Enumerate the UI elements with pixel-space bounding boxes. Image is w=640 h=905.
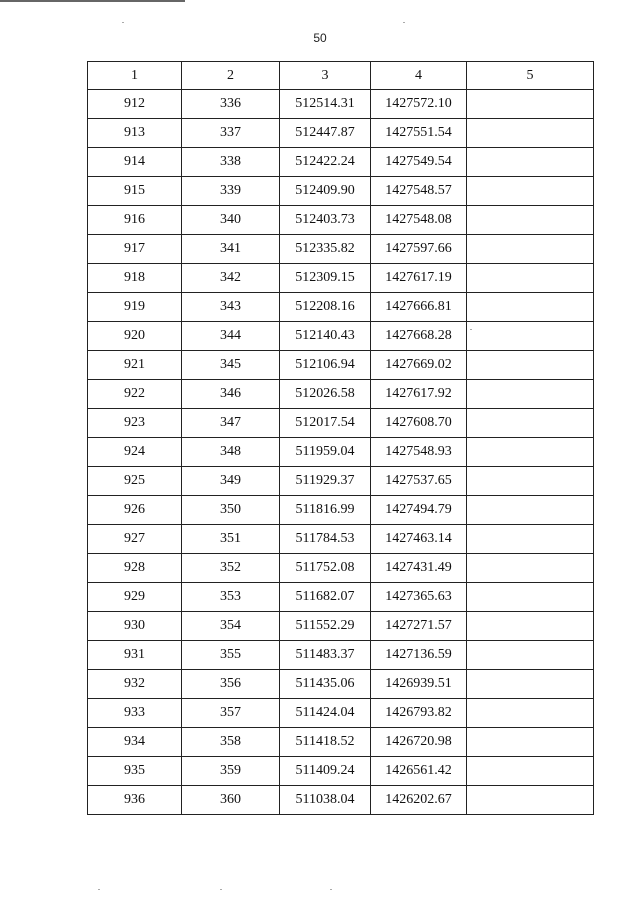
table-row (88, 699, 594, 728)
table-cell-col-5 (467, 554, 594, 583)
table-cell-col-1: 919 (88, 293, 182, 322)
table-cell-col-1: 918 (88, 264, 182, 293)
table-cell-col-1: 933 (88, 699, 182, 728)
table-cell-col-4: 1427572.10 (371, 90, 467, 119)
table-cell-col-4: 1427668.28 (371, 322, 467, 351)
table-cell-col-1: 930 (88, 612, 182, 641)
table-row (88, 322, 594, 351)
table-cell-col-3: 512208.16 (280, 293, 371, 322)
table-cell-col-2: 356 (182, 670, 280, 699)
table-row (88, 177, 594, 206)
table-cell-col-1: 924 (88, 438, 182, 467)
table-row (88, 612, 594, 641)
table-cell-col-2: 359 (182, 757, 280, 786)
table-cell-col-2: 343 (182, 293, 280, 322)
table-cell-col-3: 511409.24 (280, 757, 371, 786)
table-cell-col-5 (467, 351, 594, 380)
table-cell-col-5 (467, 119, 594, 148)
table-cell-col-2: 360 (182, 786, 280, 815)
table-cell-col-2: 340 (182, 206, 280, 235)
table-cell-col-1: 927 (88, 525, 182, 554)
table-row (88, 438, 594, 467)
table-cell-col-4: 1427597.66 (371, 235, 467, 264)
table-cell-col-5 (467, 380, 594, 409)
table-cell-col-1: 926 (88, 496, 182, 525)
table-cell-col-2: 345 (182, 351, 280, 380)
top-edge-rule (0, 0, 185, 2)
table-cell-col-5 (467, 757, 594, 786)
table-cell-col-4: 1426939.51 (371, 670, 467, 699)
table-cell-col-3: 512335.82 (280, 235, 371, 264)
table-row (88, 293, 594, 322)
table-cell-col-5 (467, 525, 594, 554)
table-cell-col-4: 1427431.49 (371, 554, 467, 583)
table-cell-col-4: 1426720.98 (371, 728, 467, 757)
table-cell-col-1: 921 (88, 351, 182, 380)
table-cell-col-3: 512403.73 (280, 206, 371, 235)
table-cell-col-3: 511483.37 (280, 641, 371, 670)
table-cell-col-4: 1427136.59 (371, 641, 467, 670)
table-cell-col-3: 511784.53 (280, 525, 371, 554)
table-cell-col-3: 512026.58 (280, 380, 371, 409)
table-cell-col-4: 1427548.08 (371, 206, 467, 235)
table-cell-col-3: 511435.06 (280, 670, 371, 699)
table-cell-col-5 (467, 264, 594, 293)
scan-speck (220, 889, 222, 890)
table-cell-col-4: 1426793.82 (371, 699, 467, 728)
table-cell-col-1: 934 (88, 728, 182, 757)
table-row (88, 641, 594, 670)
table-cell-col-4: 1427271.57 (371, 612, 467, 641)
column-header-2: 2 (182, 62, 280, 90)
table-cell-col-3: 511418.52 (280, 728, 371, 757)
table-row (88, 119, 594, 148)
column-header-1: 1 (88, 62, 182, 90)
table-cell-col-1: 936 (88, 786, 182, 815)
table-cell-col-1: 916 (88, 206, 182, 235)
scan-speck (330, 889, 332, 890)
table-cell-col-4: 1427548.57 (371, 177, 467, 206)
table-cell-col-5 (467, 409, 594, 438)
table-row (88, 786, 594, 815)
table-cell-col-3: 512409.90 (280, 177, 371, 206)
table-cell-col-2: 353 (182, 583, 280, 612)
table-cell-col-1: 917 (88, 235, 182, 264)
table-cell-col-5 (467, 496, 594, 525)
table-cell-col-1: 922 (88, 380, 182, 409)
table-cell-col-1: 912 (88, 90, 182, 119)
table-row (88, 525, 594, 554)
table-cell-col-2: 347 (182, 409, 280, 438)
table-cell-col-2: 337 (182, 119, 280, 148)
table-cell-col-2: 338 (182, 148, 280, 177)
table-cell-col-2: 354 (182, 612, 280, 641)
scan-speck (470, 329, 472, 330)
table-cell-col-2: 336 (182, 90, 280, 119)
table-cell-col-1: 929 (88, 583, 182, 612)
table-body (88, 90, 594, 815)
table-cell-col-4: 1426202.67 (371, 786, 467, 815)
table-cell-col-5 (467, 90, 594, 119)
table-cell-col-1: 915 (88, 177, 182, 206)
table-header-row (88, 62, 594, 90)
table-cell-col-5 (467, 438, 594, 467)
table-cell-col-4: 1427494.79 (371, 496, 467, 525)
table-cell-col-5 (467, 148, 594, 177)
table-cell-col-3: 511959.04 (280, 438, 371, 467)
table-row (88, 467, 594, 496)
table-cell-col-1: 932 (88, 670, 182, 699)
table-cell-col-5 (467, 670, 594, 699)
scan-speck (98, 889, 100, 890)
table-cell-col-4: 1427549.54 (371, 148, 467, 177)
table-row (88, 148, 594, 177)
table-cell-col-3: 511929.37 (280, 467, 371, 496)
table-cell-col-3: 512017.54 (280, 409, 371, 438)
table-row (88, 409, 594, 438)
table-cell-col-2: 358 (182, 728, 280, 757)
table-cell-col-4: 1427537.65 (371, 467, 467, 496)
table-cell-col-4: 1427365.63 (371, 583, 467, 612)
table-row (88, 728, 594, 757)
table-cell-col-3: 511816.99 (280, 496, 371, 525)
table-cell-col-3: 511752.08 (280, 554, 371, 583)
table-cell-col-5 (467, 206, 594, 235)
table-cell-col-1: 920 (88, 322, 182, 351)
table-cell-col-2: 351 (182, 525, 280, 554)
table-cell-col-1: 935 (88, 757, 182, 786)
table-cell-col-4: 1427548.93 (371, 438, 467, 467)
table-cell-col-5 (467, 235, 594, 264)
table-row (88, 206, 594, 235)
table-cell-col-2: 350 (182, 496, 280, 525)
table-cell-col-2: 349 (182, 467, 280, 496)
table-cell-col-4: 1427551.54 (371, 119, 467, 148)
table-cell-col-3: 511552.29 (280, 612, 371, 641)
table-cell-col-2: 355 (182, 641, 280, 670)
scan-speck (403, 22, 405, 23)
column-header-4: 4 (371, 62, 467, 90)
table-cell-col-4: 1427463.14 (371, 525, 467, 554)
table-row (88, 496, 594, 525)
table-cell-col-3: 512514.31 (280, 90, 371, 119)
table-cell-col-2: 344 (182, 322, 280, 351)
table-row (88, 351, 594, 380)
table-cell-col-2: 348 (182, 438, 280, 467)
table-cell-col-3: 511682.07 (280, 583, 371, 612)
table-cell-col-1: 928 (88, 554, 182, 583)
table-cell-col-5 (467, 467, 594, 496)
table-cell-col-1: 913 (88, 119, 182, 148)
page-number: 50 (313, 31, 327, 45)
table-cell-col-5 (467, 583, 594, 612)
table-cell-col-5 (467, 699, 594, 728)
table-cell-col-3: 512447.87 (280, 119, 371, 148)
coordinates-table (87, 61, 594, 815)
table-row (88, 670, 594, 699)
table-cell-col-5 (467, 728, 594, 757)
table-cell-col-4: 1427617.19 (371, 264, 467, 293)
table-cell-col-4: 1427669.02 (371, 351, 467, 380)
table-cell-col-2: 339 (182, 177, 280, 206)
table-row (88, 90, 594, 119)
table-cell-col-4: 1427617.92 (371, 380, 467, 409)
table-row (88, 554, 594, 583)
table-cell-col-5 (467, 786, 594, 815)
table-row (88, 235, 594, 264)
table-cell-col-5 (467, 322, 594, 351)
table-row (88, 757, 594, 786)
table-row (88, 264, 594, 293)
table-cell-col-1: 925 (88, 467, 182, 496)
table-row (88, 380, 594, 409)
table-cell-col-5 (467, 293, 594, 322)
table-cell-col-4: 1426561.42 (371, 757, 467, 786)
table-cell-col-5 (467, 177, 594, 206)
table-cell-col-4: 1427666.81 (371, 293, 467, 322)
table-cell-col-3: 512140.43 (280, 322, 371, 351)
table-cell-col-3: 512309.15 (280, 264, 371, 293)
table-cell-col-4: 1427608.70 (371, 409, 467, 438)
table-cell-col-3: 511424.04 (280, 699, 371, 728)
column-header-3: 3 (280, 62, 371, 90)
table-cell-col-1: 914 (88, 148, 182, 177)
table-cell-col-5 (467, 641, 594, 670)
table-cell-col-2: 352 (182, 554, 280, 583)
table-cell-col-2: 346 (182, 380, 280, 409)
table-cell-col-2: 357 (182, 699, 280, 728)
table-cell-col-5 (467, 612, 594, 641)
scan-speck (122, 22, 124, 23)
table-cell-col-3: 512422.24 (280, 148, 371, 177)
table-cell-col-2: 341 (182, 235, 280, 264)
table-cell-col-1: 931 (88, 641, 182, 670)
table-row (88, 583, 594, 612)
table-cell-col-3: 511038.04 (280, 786, 371, 815)
table-cell-col-1: 923 (88, 409, 182, 438)
table-cell-col-3: 512106.94 (280, 351, 371, 380)
column-header-5: 5 (467, 62, 594, 90)
table-cell-col-2: 342 (182, 264, 280, 293)
